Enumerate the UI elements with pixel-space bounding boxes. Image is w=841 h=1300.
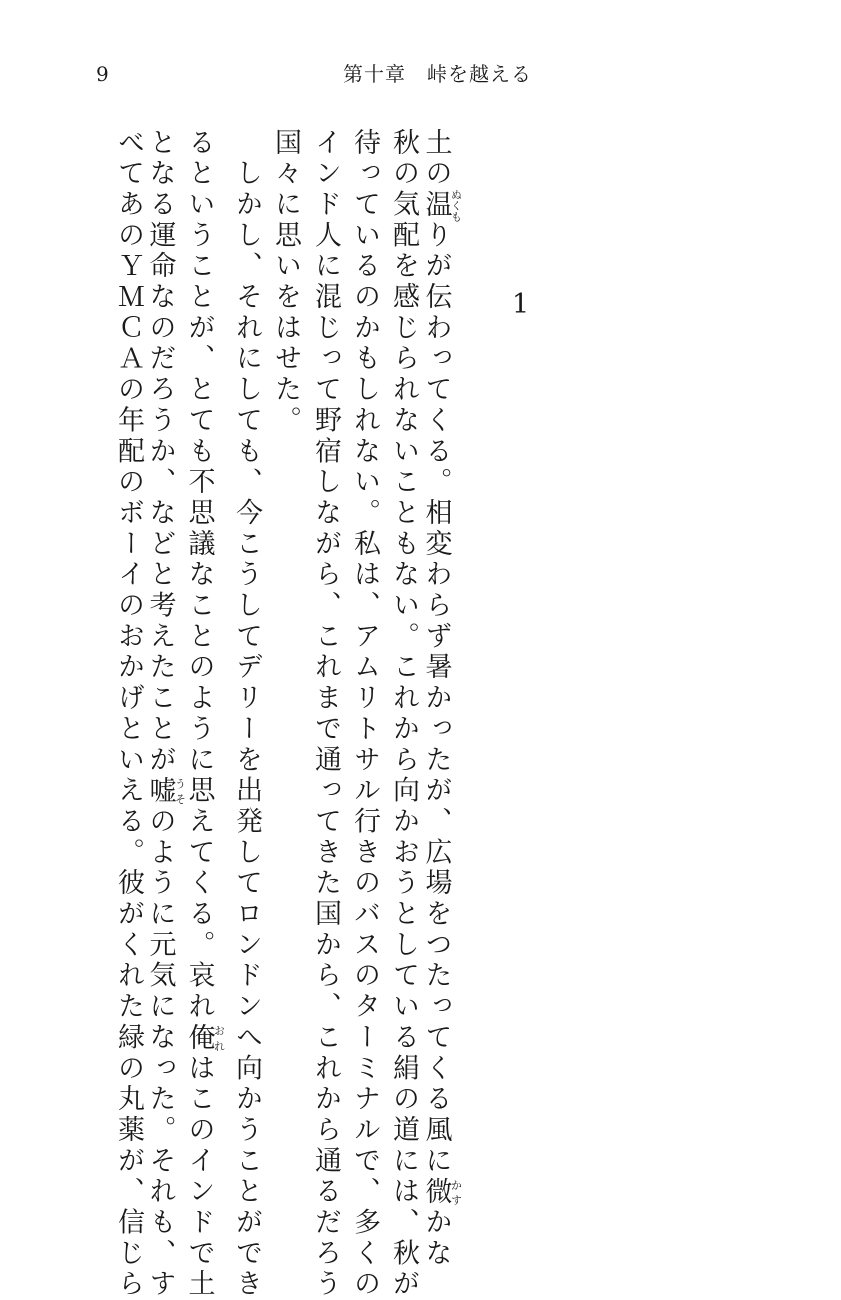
column-8-text-a: となる運命なのだろうか、などと考えたことが — [144, 128, 176, 776]
column-1-text-b: りが伝わってくる。相変わらず暑かったが、広場をつたってくる風に — [420, 220, 452, 1177]
ruby-kasu-reading: かす — [449, 1176, 463, 1208]
text-column-6: しかし、それにしても、今こうしてデリーを出発してロンドンへ向かうことができ — [231, 128, 262, 1300]
text-column-3: 待っているのかもしれない。私は、アムリトサル行きのバスのターミナルで、多くの — [349, 128, 380, 1300]
text-column-5: 国々に思いをはせた。 — [270, 128, 301, 437]
ruby-nukumo-base: 温 — [420, 188, 452, 222]
ruby-uso — [144, 775, 187, 807]
column-7-text-a: るということが、とても不思議なことのように思えてくる。哀れ — [183, 128, 215, 1023]
ruby-ore — [183, 1022, 226, 1054]
text-column-2: 秋の気配を感じられないこともない。これから向かおうとしている絹の道には、秋が — [388, 128, 419, 1300]
ruby-ore-reading: おれ — [212, 1022, 226, 1054]
ruby-uso-base: 嘘 — [144, 775, 176, 807]
column-1-text-c: かな — [420, 1207, 452, 1270]
page-number: 9 — [96, 62, 109, 86]
column-7-text-b: はこのインドで土 — [183, 1053, 215, 1300]
section-number: 1 — [512, 289, 530, 320]
text-column-1 — [420, 128, 463, 1270]
ruby-nukumo-reading: ぬくも — [449, 188, 463, 222]
text-column-9: べてあのＹＭＣＡの年配のボーイのおかげといえる。彼がくれた緑の丸薬が、信じら — [113, 128, 144, 1300]
text-column-7 — [183, 128, 226, 1300]
ruby-kasu — [420, 1176, 463, 1208]
ruby-uso-reading: うそ — [173, 775, 187, 807]
text-column-8 — [144, 128, 187, 1300]
ruby-ore-base: 俺 — [183, 1022, 215, 1054]
text-column-4: インド人に混じって野宿しながら、これまで通ってきた国から、これから通るだろう — [310, 128, 341, 1300]
ruby-nukumo — [420, 188, 463, 222]
column-8-text-b: のように元気になった。それも、す — [144, 806, 176, 1300]
column-1-text-a: 土の — [420, 128, 452, 190]
running-head: 第十章 峠を越える — [343, 62, 532, 86]
ruby-kasu-base: 微 — [420, 1176, 452, 1208]
